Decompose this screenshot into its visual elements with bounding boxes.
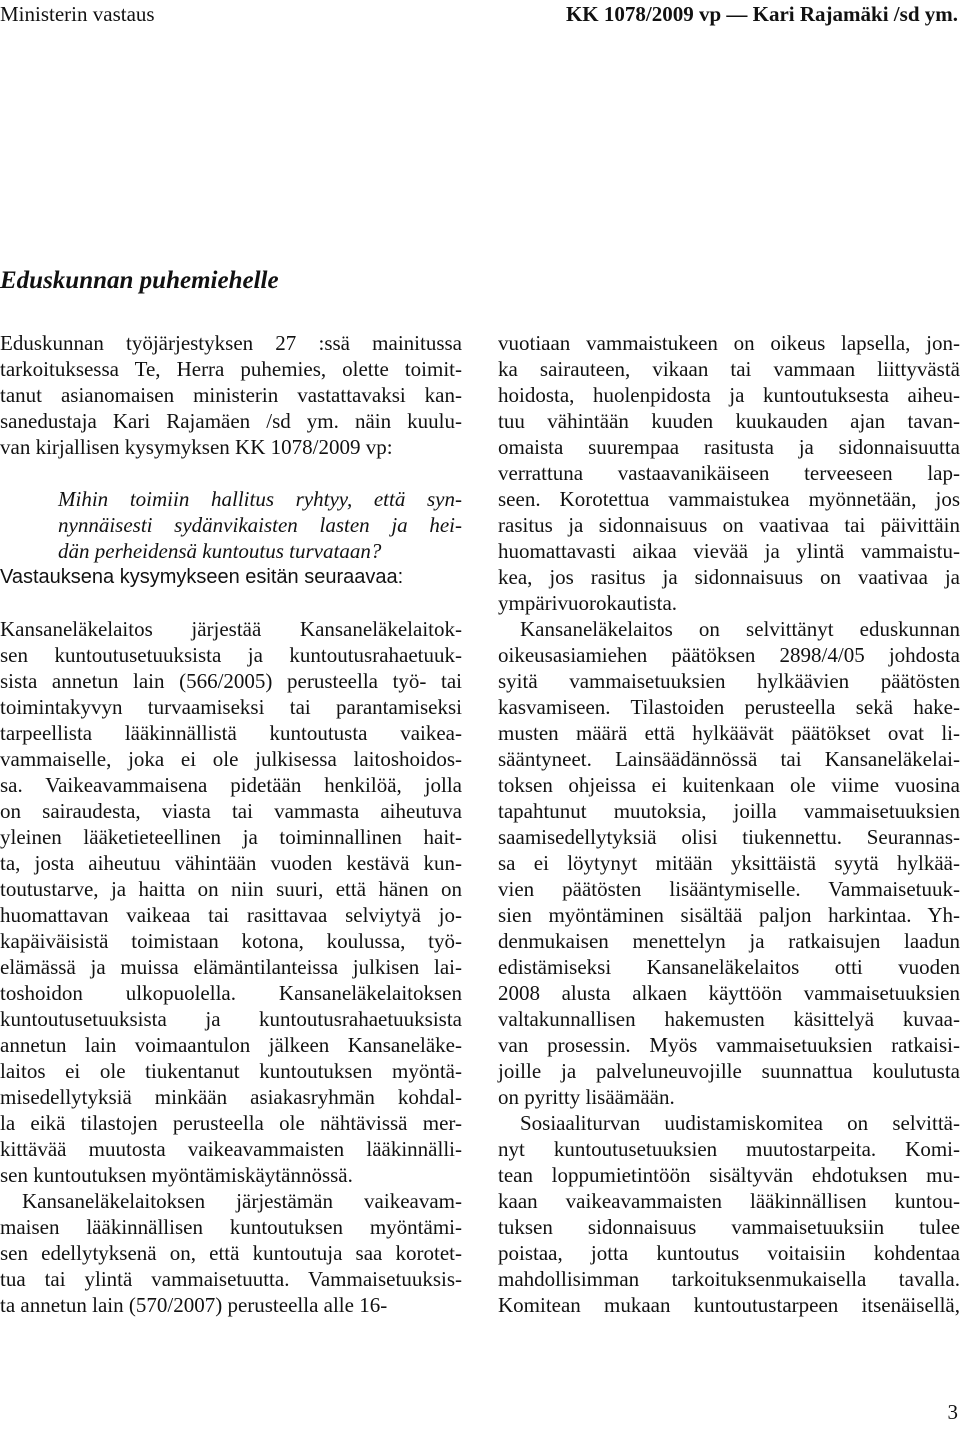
text-line: Eduskunnan työjärjestyksen 27 :ssä mainitussa xyxy=(0,331,462,355)
question-quote xyxy=(0,486,462,564)
text-line: kuntoutusetuuksista ja kuntoutusrahaetuuksista xyxy=(0,1007,462,1031)
answer-intro: Vastauksena kysymykseen esitän seuraavaa: xyxy=(0,566,404,588)
intro-paragraph xyxy=(0,330,462,460)
text-line: Kansaneläkelaitoksen järjestämän vaikeavam- xyxy=(22,1189,462,1213)
text-line: yleinen lääketieteellinen ja toiminnallinen hait- xyxy=(0,825,462,849)
header-left-title: Ministerin vastaus xyxy=(0,2,155,26)
text-line: misedellytyksiä minkään asiakasryhmän kohdal- xyxy=(0,1085,462,1109)
text-line: huomattavan vaikeaa tai rasittavaa selviytyä jo- xyxy=(0,903,462,927)
text-line: joille ja palveluneuvojille suunnattua koulutusta xyxy=(498,1059,960,1083)
text-line: elämässä ja muissa elämäntilanteissa julkisen lai- xyxy=(0,955,462,979)
text-line: kittävää muutosta vaikeavammaisten lääkinnälli- xyxy=(0,1137,462,1161)
text-line: kaan vaikeavammaisten lääkinnällisen kuntou- xyxy=(498,1189,960,1213)
text-line: kasvamiseen. Tilastoiden perusteella sekä hake- xyxy=(498,695,960,719)
text-line: musten määrä että hylkäävät päätökset ovat li- xyxy=(498,721,960,745)
text-line: vien päätösten lisääntymiselle. Vammaisetuuk- xyxy=(498,877,960,901)
text-line: syitä vammaisetuuksien hylkäävien päätösten xyxy=(498,669,960,693)
text-line: vammaiselle, joka ei ole julkisessa laitoshoidos- xyxy=(0,747,462,771)
text-line: sen edellytyksenä on, että kuntoutuja saa korotet- xyxy=(0,1241,462,1265)
text-line: sien myöntäminen sisältää paljon harkintaa. Yh- xyxy=(498,903,960,927)
text-line: sista annetun lain (566/2005) perusteella työ- tai xyxy=(0,669,462,693)
text-line: dän perheidensä kuntoutus turvataan? xyxy=(58,539,382,563)
body-paragraph xyxy=(0,616,462,1188)
text-line: edistämiseksi Kansaneläkelaitos otti vuoden xyxy=(498,955,960,979)
text-line: ka sairauteen, vikaan tai vammaan liittyvästä xyxy=(498,357,960,381)
text-line: valtakunnallisen hakemusten käsittelyä kuvaa- xyxy=(498,1007,960,1031)
text-line: tua tai ylintä vammaisetuutta. Vammaisetuuksis- xyxy=(0,1267,462,1291)
text-line: toshoidon ulkopuolella. Kansaneläkelaitoksen xyxy=(0,981,462,1005)
text-line: tarkoituksessa Te, Herra puhemies, olette toimit- xyxy=(0,357,462,381)
text-line: tuksen sidonnaisuus vammaisetuuksiin tulee xyxy=(498,1215,960,1239)
text-line: seen. Korotettua vammaistukea myönnetään, jos xyxy=(498,487,960,511)
body-paragraph xyxy=(498,330,960,616)
text-line: on sairaudesta, viasta tai vammasta aiheutuva xyxy=(0,799,462,823)
header-document-reference: KK 1078/2009 vp — Kari Rajamäki /sd ym. xyxy=(565,2,958,26)
text-line: huomattavasti aikaa vievää ja ylintä vammaistu- xyxy=(498,539,960,563)
text-line: mahdollisimman tarkoituksenmukaisella tavalla. xyxy=(498,1267,960,1291)
text-line: verrattuna vastaavanikäiseen terveeseen lap- xyxy=(498,461,960,485)
text-line: Komitean mukaan kuntoutustarpeen itsenäisellä, xyxy=(498,1293,960,1317)
text-line: la eikä tilastojen perusteella ole nähtävissä mer- xyxy=(0,1111,462,1135)
text-line: hoidosta, huolenpidosta ja kuntoutuksesta aiheu- xyxy=(498,383,960,407)
text-line: sääntyneet. Lainsäädännössä tai Kansaneläkelai- xyxy=(498,747,960,771)
text-line: ta, josta aiheutuu vähintään vuoden kestävä kun- xyxy=(0,851,462,875)
text-line: annetun lain voimaantulon jälkeen Kansaneläke- xyxy=(0,1033,462,1057)
text-line: oikeusasiamiehen päätöksen 2898/4/05 johdosta xyxy=(498,643,960,667)
text-line: saamisedellytyksiä olisi tiukennettu. Seurannas- xyxy=(498,825,960,849)
text-line: van prosessin. Myös vammaisetuuksien ratkaisi- xyxy=(498,1033,960,1057)
text-line: kapäiväisistä toimistaan kotona, koulussa, työ- xyxy=(0,929,462,953)
text-line: ympärivuorokautista. xyxy=(498,591,678,615)
text-line: maisen lääkinnällisen kuntoutuksen myöntämi- xyxy=(0,1215,462,1239)
text-line: toksen ohjeissa ei kuitenkaan ole viime vuosina xyxy=(498,773,960,797)
text-line: kea, jos rasitus ja sidonnaisuus on vaativaa ja xyxy=(498,565,960,589)
right-column xyxy=(498,330,960,1318)
text-line: laitos ei ole tiukentanut kuntoutuksen myöntä- xyxy=(0,1059,462,1083)
text-line: nynnäisesti sydänvikaisten lasten ja hei- xyxy=(58,513,462,537)
text-line: Sosiaaliturvan uudistamiskomitea on selvittä- xyxy=(520,1111,960,1135)
text-line: nyt kuntoutusetuuksien muutostarpeita. Komi- xyxy=(498,1137,960,1161)
text-line: sa ei löytynyt mitään yksittäistä syytä hylkää- xyxy=(498,851,960,875)
text-line: sa. Vaikeavammaisena pidetään henkilöä, jolla xyxy=(0,773,462,797)
text-line: tapahtunut muutoksia, joilla vammaisetuuksien xyxy=(498,799,960,823)
text-line: on pyritty lisäämään. xyxy=(498,1085,675,1109)
body-paragraph xyxy=(0,1188,462,1318)
text-line: 2008 alusta alkaen käyttöön vammaisetuuksien xyxy=(498,981,960,1005)
text-line: omaista suurempaa rasitusta ja sidonnaisuutta xyxy=(498,435,960,459)
text-line: Kansaneläkelaitos järjestää Kansaneläkelaitok- xyxy=(0,617,462,641)
salutation-heading: Eduskunnan puhemiehelle xyxy=(0,267,279,294)
body-paragraph xyxy=(498,1110,960,1318)
text-line: van kirjallisen kysymyksen KK 1078/2009 vp: xyxy=(0,435,393,459)
text-line: tanut asianomaisen ministerin vastattavaksi kan- xyxy=(0,383,462,407)
page-number: 3 xyxy=(947,1400,958,1424)
text-line: poistaa, jotta kuntoutus voitaisiin kohdentaa xyxy=(498,1241,960,1265)
text-line: tarpeellista lääkinnällistä kuntoutusta vaikea- xyxy=(0,721,462,745)
text-line: ta annetun lain (570/2007) perusteella alle 16- xyxy=(0,1293,388,1317)
text-line: tuu vähintään kuuden kuukauden ajan tavan- xyxy=(498,409,960,433)
text-line: sen kuntoutuksen myöntämiskäytännössä. xyxy=(0,1163,353,1187)
text-line: toimintakyvyn turvaamiseksi tai parantamiseksi xyxy=(0,695,462,719)
text-line: tean loppumietintöön sisältyvän ehdotuksen mu- xyxy=(498,1163,960,1187)
text-line: vuotiaan vammaistukeen on oikeus lapsella, jon- xyxy=(498,331,960,355)
text-line: rasitus ja sidonnaisuus on vaativaa tai päivittäin xyxy=(498,513,960,537)
text-line: toutustarve, ja haitta on niin suuri, että hänen on xyxy=(0,877,462,901)
body-paragraph xyxy=(498,616,960,1110)
text-line: Kansaneläkelaitos on selvittänyt eduskunnan xyxy=(520,617,960,641)
left-column xyxy=(0,330,462,1318)
text-line: sanedustaja Kari Rajamäen /sd ym. näin kuulu- xyxy=(0,409,462,433)
text-line: sen kuntoutusetuuksista ja kuntoutusrahaetuuk- xyxy=(0,643,462,667)
text-line: denmukaisen menettelyn ja ratkaisujen laadun xyxy=(498,929,960,953)
text-line: Mihin toimiin hallitus ryhtyy, että syn- xyxy=(58,487,462,511)
